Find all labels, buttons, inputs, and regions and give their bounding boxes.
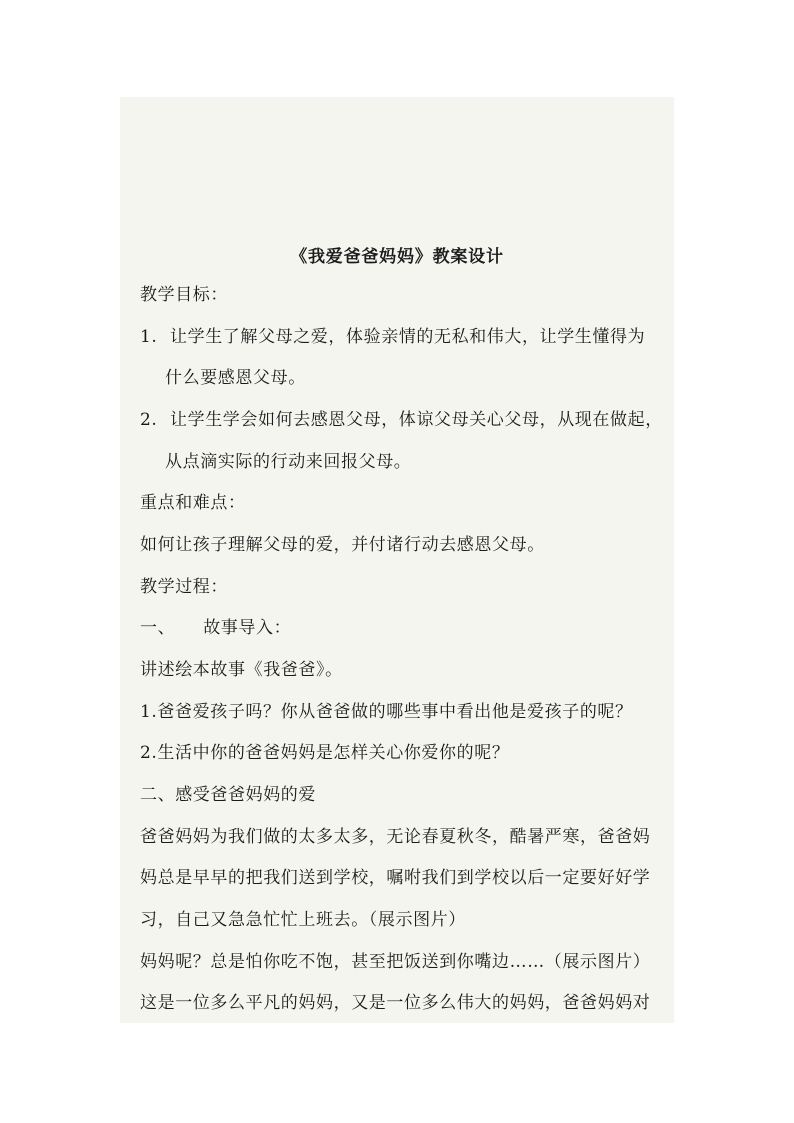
question-2: 2.生活中你的爸爸妈妈是怎样关心你爱你的呢？ bbox=[140, 743, 510, 763]
goal-item-2 bbox=[140, 409, 663, 431]
paragraph-2-line: 这是一位多么平凡的妈妈，又是一位多么伟大的妈妈，爸爸妈妈对 bbox=[140, 993, 651, 1013]
goal-item-2-continuation: 从点滴实际的行动来回报父母。 bbox=[165, 452, 412, 472]
story-intro: 讲述绘本故事《我爸爸》。 bbox=[140, 660, 343, 680]
process-heading: 教学过程： bbox=[140, 577, 228, 597]
paragraph-2-line: 妈妈呢？总是怕你吃不饱，甚至把饭送到你嘴边……（展示图片） bbox=[140, 952, 651, 972]
goal-text: 让学生学会如何去感恩父母，体谅父母关心父母，从现在做起， bbox=[170, 410, 663, 430]
key-points-text: 如何让孩子理解父母的爱，并付诸行动去感恩父母。 bbox=[140, 535, 545, 555]
section-title: 故事导入： bbox=[203, 618, 292, 638]
document-title: 《我爱爸爸妈妈》教案设计 bbox=[290, 247, 504, 267]
key-points-heading: 重点和难点： bbox=[140, 493, 246, 513]
section-2-heading: 二、感受爸爸妈妈的爱 bbox=[140, 785, 316, 805]
goal-number: 2. bbox=[140, 410, 158, 430]
paragraph-1-line: 爸爸妈妈为我们做的太多太多，无论春夏秋冬，酷暑严寒，爸爸妈 bbox=[140, 827, 651, 847]
paragraph-1-line: 习，自己又急急忙忙上班去。（展示图片） bbox=[140, 910, 466, 930]
section-number: 一、 bbox=[140, 618, 176, 638]
goal-number: 1. bbox=[140, 327, 158, 347]
section-1-heading bbox=[140, 617, 291, 639]
goal-item-1-continuation: 什么要感恩父母。 bbox=[165, 368, 306, 388]
goal-text: 让学生了解父母之爱，体验亲情的无私和伟大，让学生懂得为 bbox=[170, 327, 646, 347]
question-1: 1.爸爸爱孩子吗？你从爸爸做的哪些事中看出他是爱孩子的呢？ bbox=[140, 702, 633, 722]
goals-heading: 教学目标： bbox=[140, 285, 228, 305]
paragraph-1-line: 妈总是早早的把我们送到学校，嘱咐我们到学校以后一定要好好学 bbox=[140, 868, 651, 888]
goal-item-1 bbox=[140, 326, 645, 348]
document-page bbox=[120, 97, 674, 1023]
